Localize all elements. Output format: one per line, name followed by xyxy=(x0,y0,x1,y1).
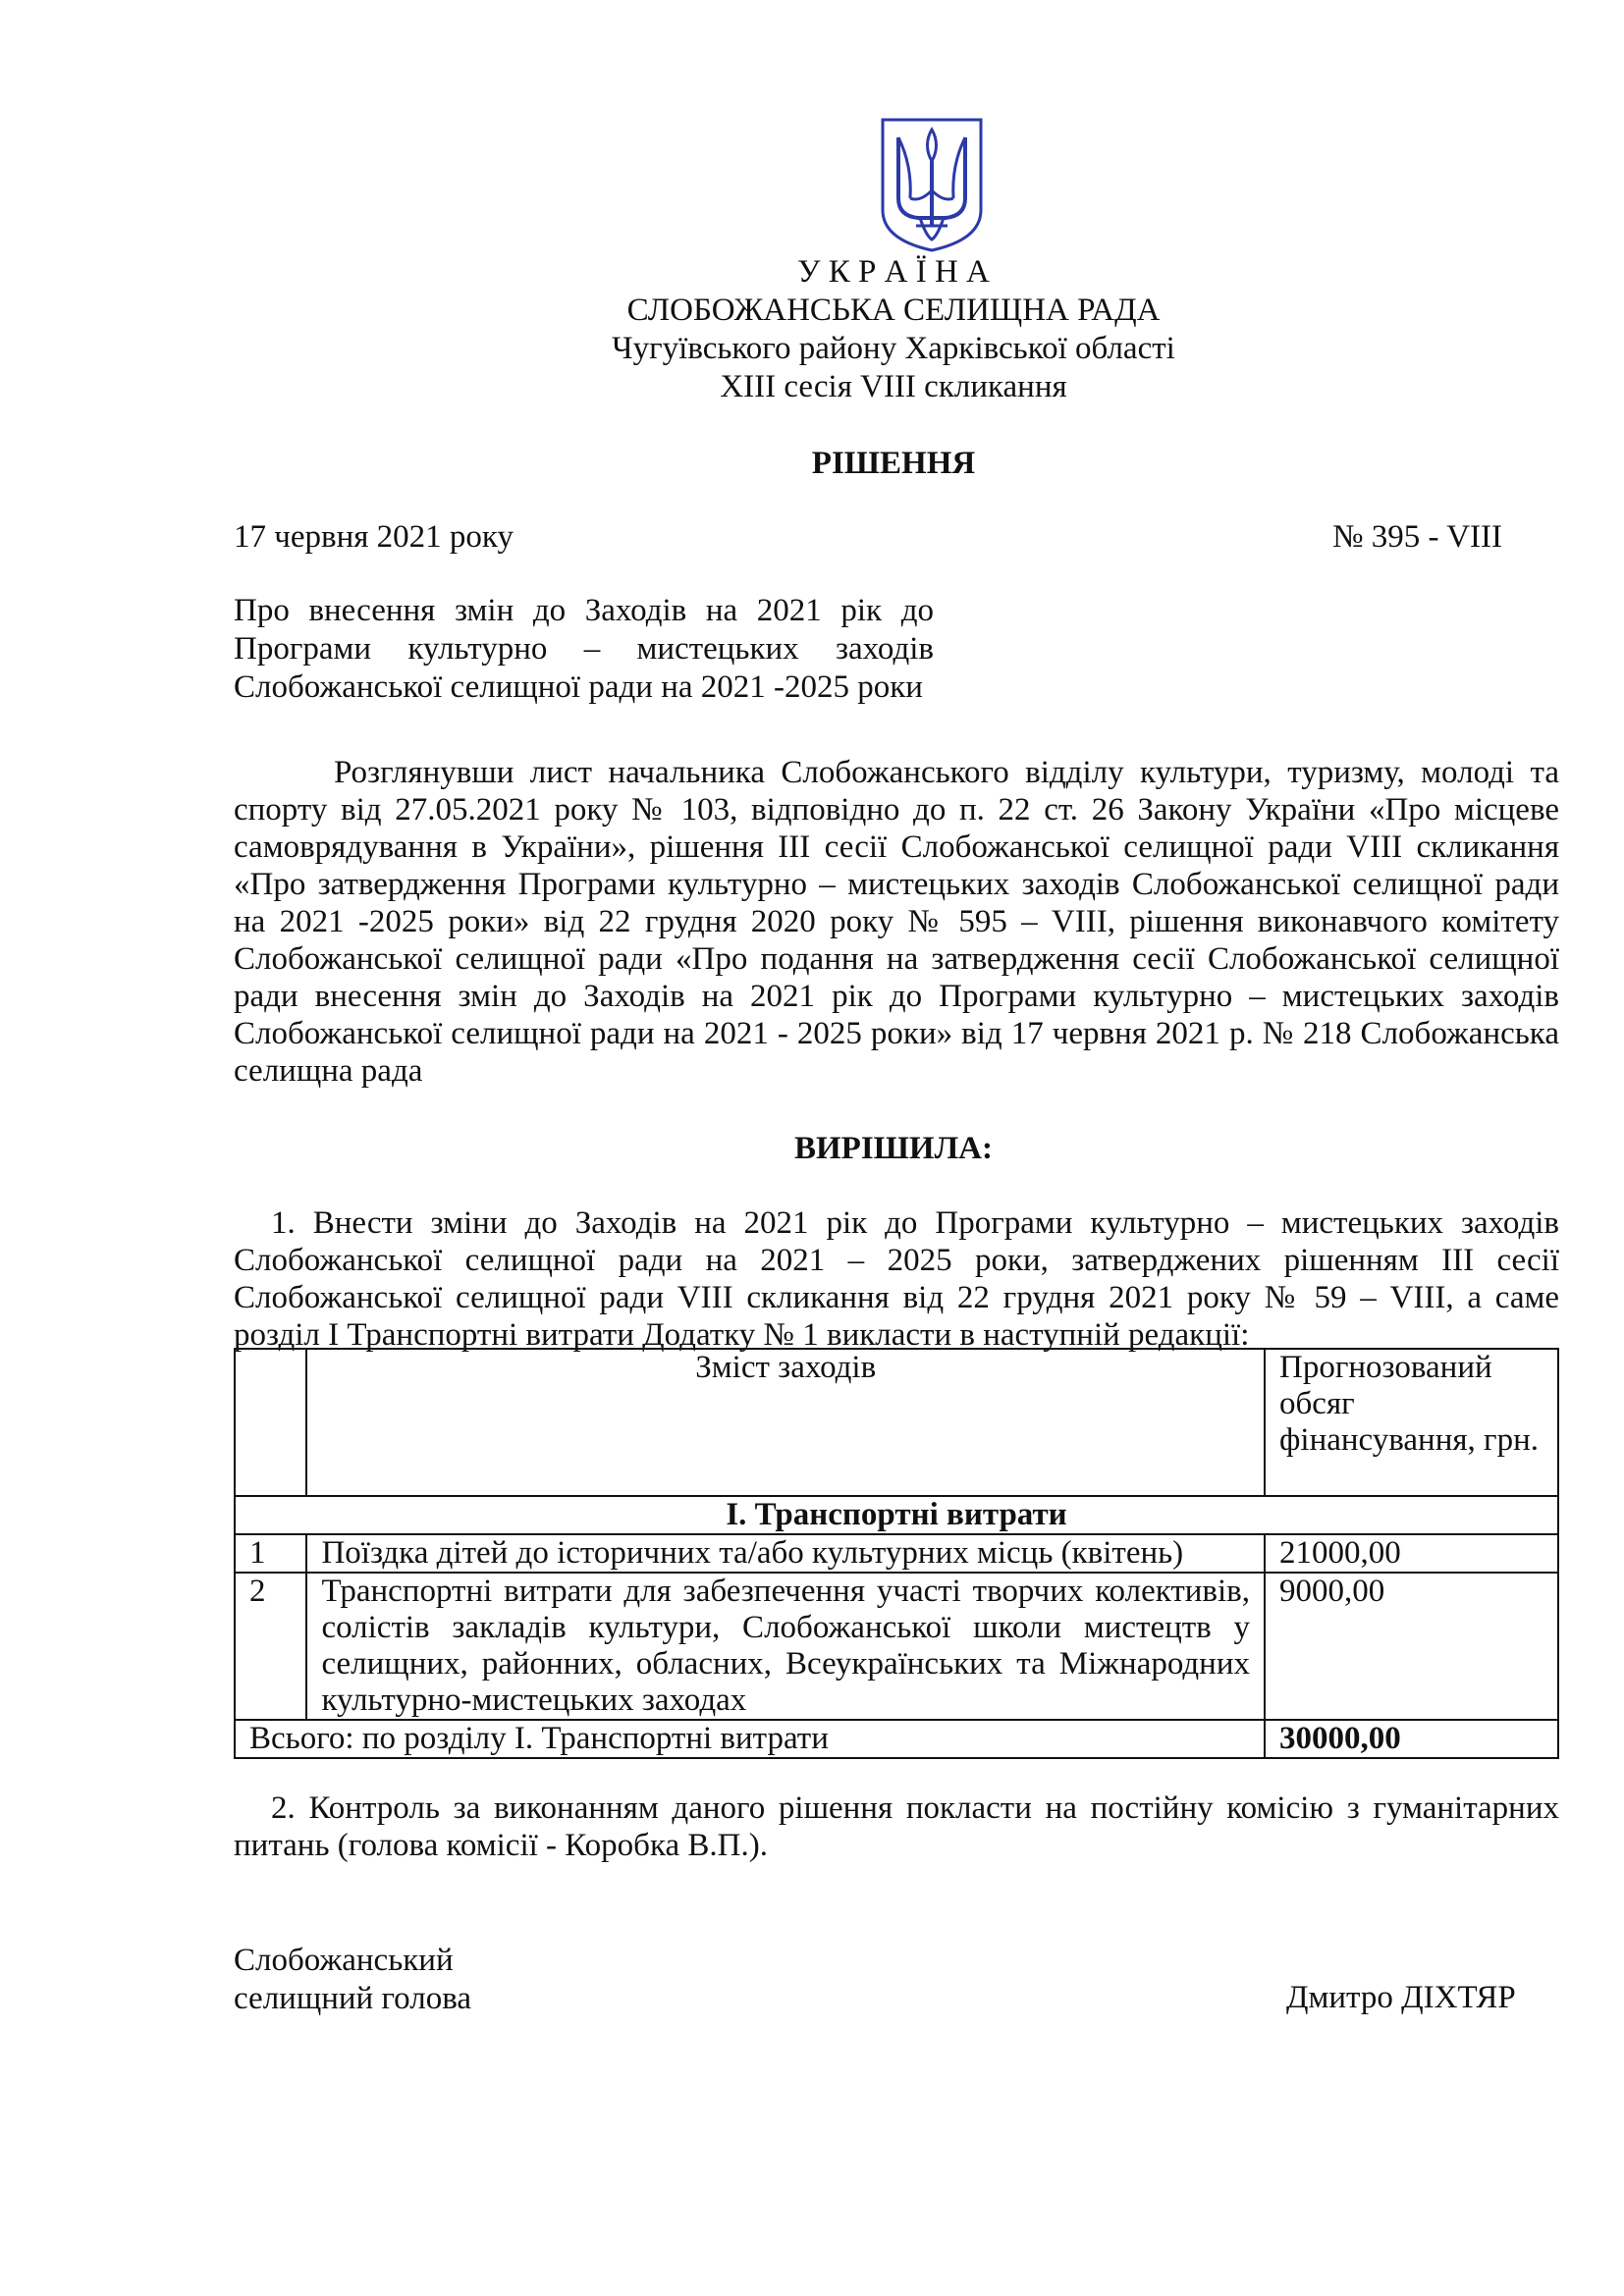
session-info: XIII сесія VIII скликання xyxy=(720,369,1067,404)
signatory-title xyxy=(234,1942,471,2018)
header-funding-cell xyxy=(1265,1349,1558,1496)
decision-date: 17 червня 2021 року xyxy=(234,519,514,555)
header-funding-line: фінансування, грн. xyxy=(1279,1422,1539,1458)
subject-line: Програми культурно – мистецьких заходів xyxy=(234,631,934,667)
signatory-title-line: Слобожанський xyxy=(234,1943,454,1978)
section-title: І. Транспортні витрати xyxy=(235,1496,1558,1534)
item-line: 1. Внести зміни до Заходів на 2021 рік до Програми культурно – мистецьких заходів xyxy=(271,1205,1559,1241)
header-number-cell xyxy=(235,1349,306,1496)
preamble-line: самоврядування в України», рішення ІІІ сесії Слобожанської селищної ради VIII скликання xyxy=(234,829,1559,865)
row-text-line: солістів закладів культури, Слобожанської школи мистецтв у xyxy=(321,1610,1251,1645)
header-funding-line: обсяг xyxy=(1279,1386,1355,1421)
resolution-item-2 xyxy=(234,1789,1559,1864)
row-text-line: Транспортні витрати для забезпечення участі творчих колективів, xyxy=(321,1574,1251,1609)
preamble-line: спорту від 27.05.2021 року № 103, відповідно до п. 22 ст. 26 Закону України «Про місцеве xyxy=(234,792,1559,828)
row-amount: 21000,00 xyxy=(1265,1534,1558,1573)
item-line: розділ І Транспортні витрати Додатку № 1 викласти в наступній редакції: xyxy=(234,1317,1250,1353)
preamble-line: на 2021 -2025 роки» від 22 грудня 2020 року № 595 – VIII, рішення виконавчого комітету xyxy=(234,904,1559,939)
decision-subject xyxy=(234,592,934,707)
section-row xyxy=(235,1496,1558,1534)
document-type-title: РІШЕННЯ xyxy=(811,446,976,481)
total-label: Всього: по розділу І. Транспортні витрати xyxy=(235,1720,1265,1758)
row-text xyxy=(306,1573,1265,1720)
preamble-line: Розглянувши лист начальника Слобожанського відділу культури, туризму, молоді та xyxy=(334,755,1559,790)
subject-line: Слобожанської селищної ради на 2021 -2025 роки xyxy=(234,669,923,705)
total-row xyxy=(235,1720,1558,1758)
row-text-line: селищних, районних, обласних, Всеукраїнських та Міжнародних xyxy=(321,1646,1251,1682)
preamble-line: «Про затвердження Програми культурно – мистецьких заходів Слобожанської селищної ради xyxy=(234,867,1559,902)
item-line: 2. Контроль за виконанням даного рішення покласти на постійну комісію з гуманітарних xyxy=(271,1790,1559,1826)
signatory-title-line: селищний голова xyxy=(234,1981,472,2016)
resolution-item-1 xyxy=(234,1204,1559,1354)
row-text: Поїздка дітей до історичних та/або культурних місць (квітень) xyxy=(306,1534,1265,1573)
coat-of-arms-emblem xyxy=(877,116,987,253)
council-region: Чугуївського району Харківської області xyxy=(612,331,1175,366)
total-amount: 30000,00 xyxy=(1265,1720,1558,1758)
resolved-heading: ВИРІШИЛА: xyxy=(794,1131,993,1166)
preamble-line: Слобожанської селищної ради на 2021 - 2025 роки» від 17 червня 2021 р. № 218 Слобожанська xyxy=(234,1016,1559,1051)
row-number: 2 xyxy=(235,1573,306,1720)
row-number: 1 xyxy=(235,1534,306,1573)
table-row xyxy=(235,1573,1558,1720)
item-line: Слобожанської селищної ради на 2021 – 2025 роки, затверджених рішенням ІІІ сесії xyxy=(234,1243,1559,1278)
item-line: Слобожанської селищної ради VIII скликання від 22 грудня 2021 року № 59 – VIII, а саме xyxy=(234,1280,1559,1315)
item-line: питань (голова комісії - Коробка В.П.). xyxy=(234,1828,768,1863)
header-content-cell: Зміст заходів xyxy=(306,1349,1265,1496)
country-name: У К Р А Ї Н А xyxy=(797,254,990,290)
subject-line: Про внесення змін до Заходів на 2021 рік до xyxy=(234,593,934,628)
header-funding-line: Прогнозований xyxy=(1279,1350,1492,1385)
table-row xyxy=(235,1534,1558,1573)
preamble-line: селищна рада xyxy=(234,1053,423,1089)
decision-number: № 395 - VIII xyxy=(1332,519,1502,555)
table-header-row xyxy=(235,1349,1558,1496)
row-amount: 9000,00 xyxy=(1265,1573,1558,1720)
preamble-line: Слобожанської селищної ради «Про подання на затвердження сесії Слобожанської селищної xyxy=(234,941,1559,977)
preamble-paragraph xyxy=(234,754,1559,1090)
signatory-name: Дмитро ДІХТЯР xyxy=(1286,1980,1516,2015)
row-text-line: культурно-мистецьких заходах xyxy=(321,1682,747,1718)
preamble-line: ради внесення змін до Заходів на 2021 рік до Програми культурно – мистецьких заходів xyxy=(234,979,1559,1014)
council-name: СЛОБОЖАНСЬКА СЕЛИЩНА РАДА xyxy=(626,293,1161,328)
transport-expenses-table xyxy=(234,1348,1559,1759)
